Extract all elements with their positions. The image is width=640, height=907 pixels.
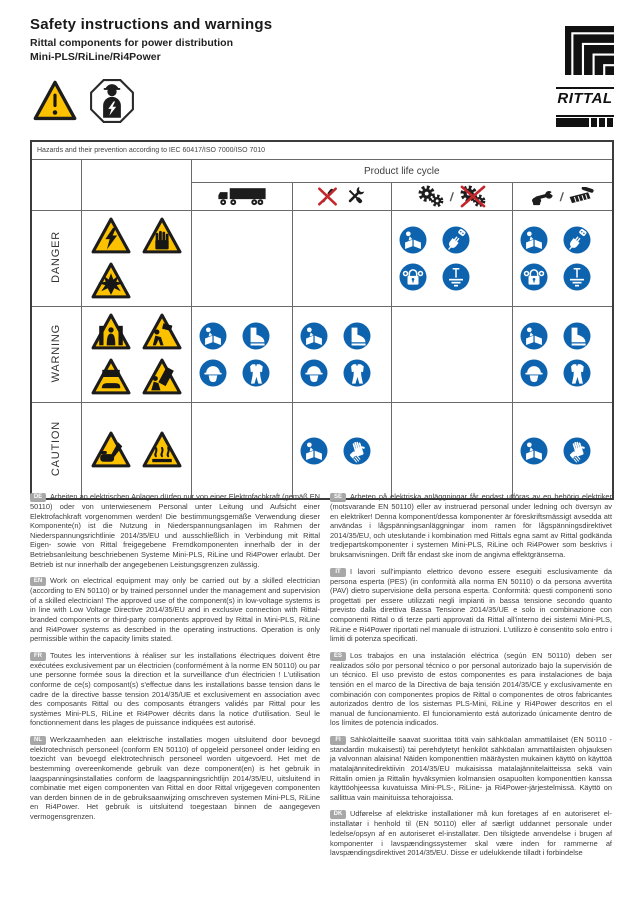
lang-paragraph-de	[30, 492, 320, 569]
lifecycle-col-maintenance-cleaning	[512, 183, 613, 211]
protective-gloves-icon	[562, 436, 592, 466]
row-label-caution: CAUTION	[31, 403, 81, 500]
electrician-sign-icon	[89, 78, 135, 124]
lockout-icon	[398, 262, 428, 292]
text-column-left	[30, 492, 320, 829]
lang-text: Los trabajos en una instalación eléctrica (según EN 50110) deben ser realizados sólo por personal técnico o por personal autorizado bajo la supervisión de un técnico. El uso previsto de estos componentes es para instalaciones de baja tensión en el marco de la Directiva de baja tensión 2014/35/CE y exclusivamente en combinación con componentes propios de Rittal o componentes de otros fabricantes autorizados dentro de los sistemas PLS-Mini, RiLine y Ri4Power descritos en el manual de funcionamiento. El funcionamiento está autorizado únicamente dentro de los límites de potencia indicados.	[330, 650, 612, 728]
lang-badge-it: IT	[330, 568, 346, 577]
read-manual-icon	[398, 225, 428, 255]
gears-fault-icon	[458, 185, 487, 208]
lang-badge-fr: FR	[30, 652, 46, 661]
gears-icon	[416, 185, 445, 208]
prevention-cell-assembly-disassembly	[292, 307, 391, 403]
logo-rule-bottom	[556, 115, 614, 117]
page-title: Safety instructions and warnings	[30, 16, 273, 33]
hazard-electricity-icon	[88, 216, 134, 257]
lang-text: Toutes les interventions à réaliser sur les installations électriques doivent être exécutées exclusivement par un électricien (conformément à la norme EN 50110) ou par une personne formée sous la direction et la surveillance d'un électricien ! L'utilisation conforme de ce(s) composant(s) s'effectue dans les installations basse tension dans le cadre de la directive basse tension 2014/35/UE et exclusivement en association avec des composants Rittal ou des composants étrangers validés par Rittal pour les systèmes Mini-PLS, RiLine et Ri4Power décrits dans la notice d'utilisation. Seul le fonctionnement dans les plages de puissance indiquées est autorisé.	[30, 650, 320, 728]
table-caption: Hazards and their prevention according to IEC 60417/ISO 7000/ISO 7010	[31, 141, 613, 160]
prevention-cell-assembly-disassembly	[292, 211, 391, 307]
hazard-symbols-cell	[81, 307, 191, 403]
lang-paragraph-es	[330, 651, 612, 728]
logo-bar	[556, 118, 614, 127]
lang-text: Udførelse af elektriske installationer må kun foretages af en autoriseret el-installatør i henhold til (EN 50110) eller af særligt uddannet personale under ledelse/opsyn af en autoriseret el-installatør. Den tilsigtede anvendelse i brugen af komponenter i lavspændingssystemer skal være inden for rammerne af lavspændingsdirektivet 2014/35/EU. Disse er udelukkende tilladt i forbindelse	[330, 809, 612, 858]
brand-wordmark: RITTAL	[557, 90, 613, 107]
hazard-symbols-cell	[81, 403, 191, 500]
lang-paragraph-se	[330, 492, 612, 560]
safety-boots-icon	[342, 321, 372, 351]
prevention-cell-operation	[391, 403, 512, 500]
hazard-sharp-edges-icon	[88, 430, 134, 471]
hazard-row-danger	[31, 211, 613, 307]
lang-paragraph-fi	[330, 735, 612, 803]
hazard-arc-flash-icon	[88, 261, 134, 302]
warning-triangle-icon	[30, 79, 80, 124]
hand-wrench-icon	[530, 187, 555, 207]
lang-paragraph-it	[330, 567, 612, 644]
safety-helmet-icon	[519, 358, 549, 388]
lifecycle-col-assembly-disassembly	[292, 183, 391, 211]
brush-icon	[568, 187, 595, 206]
lifecycle-title: Product life cycle	[191, 160, 613, 183]
page-subtitle: Rittal components for power distribution	[30, 37, 233, 49]
separator: /	[448, 189, 455, 204]
read-manual-icon	[198, 321, 228, 351]
lifecycle-col-operation	[391, 183, 512, 211]
protective-clothing-icon	[562, 358, 592, 388]
disconnect-mains-icon	[562, 225, 592, 255]
protective-gloves-icon	[342, 436, 372, 466]
no-tools-icon	[316, 186, 339, 207]
lang-badge-dk: DK	[330, 810, 346, 819]
lang-text: Work on electrical equipment may only be carried out by a skilled electrician (according to EN 50110) or by trained personnel under the management and supervision of a skilled electrician! The approved use of the component(s) in low-voltage systems is in line with Low Voltage Directive 2014/35/EU and in exclusive connection with Rittal-branded components or third-party components approved by Rittal in Mini-PLS, RiLine and Ri4Power systems as described in the operating instructions. Operation is only permissible within the capacity limits stated.	[30, 576, 320, 644]
read-manual-icon	[299, 321, 329, 351]
hazard-hand-crush-icon	[88, 357, 134, 398]
separator: /	[558, 189, 564, 204]
lockout-icon	[519, 262, 549, 292]
read-manual-icon	[519, 225, 549, 255]
hazard-falling-objects-icon	[139, 312, 185, 353]
hazard-table	[30, 140, 614, 500]
earth-ground-icon	[562, 262, 592, 292]
crossed-tools-icon	[343, 186, 367, 207]
lang-paragraph-fr	[30, 651, 320, 728]
hazard-tipping-icon	[139, 357, 185, 398]
lang-text: I lavori sull'impianto elettrico devono essere eseguiti esclusivamente da persona esperta (PES) (in conformità alla norma EN 50110) o da persona avvertita (PAV) dietro supervisione della persona esperta. Conformità: questi componenti sono progettati per essere utilizzati negli impianti in bassa tensione secondo quanto previsto dalla direttiva Bassa Tensione 2014/35/UE e solo in combinazione con componenti Rittal o di terze parti approvati da Rittal all'interno dei sistemi Mini-PLS, RiLine e Ri4Power riportati nel manuale di istruzioni. L'utilizzo è consentito solo entro i limiti di potenza specificati.	[330, 566, 612, 644]
rittal-logo	[556, 26, 614, 127]
safety-boots-icon	[241, 321, 271, 351]
lang-paragraph-dk	[330, 809, 612, 857]
prevention-cell-operation	[391, 307, 512, 403]
header-pictograms	[30, 78, 135, 124]
lang-badge-fi: FI	[330, 736, 346, 745]
hazard-row-warning	[31, 307, 613, 403]
empty-label-head	[31, 160, 81, 211]
safety-helmet-icon	[198, 358, 228, 388]
prevention-cell-transport	[191, 403, 292, 500]
prevention-cell-maintenance-cleaning	[512, 211, 613, 307]
lang-text: Sähkölaitteille saavat suorittaa töitä vain sähköalan ammattilaiset (EN 50110 -standardin mukaisesti) tai perehdytetyt henkilöt sähköalan ammattilaisten ohjauksen ja valvonnan alaisina! Näiden komponenttien määräysten mukainen käyttö on käyttöä matalajännitedirektiivin 2014/35/EU mukaisissa matalajännitelaitteissa sekä vain Rittalin omien ja Rittalin hyväksymien kolmansien osapuolten komponenttien kanssa käyttöohjeessa kuvatuissa Mini-PLS-, RiLine- ja Ri4Power-järjestelmissä. Käyttö on sallittua vain mainituissa tehorajoissa.	[330, 734, 612, 802]
lang-badge-se: SE	[330, 493, 346, 502]
lang-badge-es: ES	[330, 652, 346, 661]
lang-badge-de: DE	[30, 493, 46, 502]
hazard-hot-surface-icon	[139, 430, 185, 471]
lang-badge-en: EN	[30, 577, 46, 586]
empty-hazard-head	[81, 160, 191, 211]
row-label-danger: DANGER	[31, 211, 81, 307]
document-header	[30, 16, 272, 63]
prevention-cell-maintenance-cleaning	[512, 403, 613, 500]
hazard-row-caution	[31, 403, 613, 500]
lang-badge-nl: NL	[30, 736, 46, 745]
protective-clothing-icon	[241, 358, 271, 388]
read-manual-icon	[519, 436, 549, 466]
row-label-warning: WARNING	[31, 307, 81, 403]
hazard-symbols-cell	[81, 211, 191, 307]
text-column-right	[330, 492, 612, 865]
prevention-cell-operation	[391, 211, 512, 307]
prevention-cell-transport	[191, 211, 292, 307]
rittal-logo-mark-icon	[565, 26, 614, 75]
hazard-crushing-icon	[88, 312, 134, 353]
safety-helmet-icon	[299, 358, 329, 388]
prevention-cell-transport	[191, 307, 292, 403]
lang-paragraph-nl	[30, 735, 320, 822]
earth-ground-icon	[441, 262, 471, 292]
truck-icon	[216, 186, 268, 207]
protective-clothing-icon	[342, 358, 372, 388]
safety-boots-icon	[562, 321, 592, 351]
lang-text: Arbeten på elektriska anläggningar får endast utföras av en behörig elektriker (motsvarande EN 50110) eller av instruerad personal under ledning och översyn av en elektriker! Denna komponent/dessa komponenter är föreskriftsmässigt avsedda att användas i lågspänningsanläggningar inom ramen för lågspänningsdirektivet 2014/35/EU, och uteslutande i kombination med Rittals egna samt av Rittal godkända tredjepartskomponenter i systemen Mini-PLS, RiLine och Ri4Power som beskrivs i bruksanvisningen. Drift får endast ske inom de angivna effektgränserna.	[330, 492, 612, 559]
prevention-cell-maintenance-cleaning	[512, 307, 613, 403]
read-manual-icon	[519, 321, 549, 351]
lang-paragraph-en	[30, 576, 320, 644]
lang-text: Werkzaamheden aan elektrische installaties mogen uitsluitend door bevoegd elektrotechnisch personeel (conform EN 50110) of opgeleid personeel onder leiding en toezicht van bevoegd elektrotechnisch personeel worden uitgevoerd. Het met de bestemming overeenkomende gebruik van deze component(en) is het gebruik in laagspanningsinstallaties conform de laagspanningsrichtlijn 2014/35/EU, uitsluitend in combinatie met eigen componenten van Rittal en door Rittal vrijgegeven componenten van derden binnen de in de gebruiksaanwijzing omschreven systemen Mini-PLS, RiLine en Ri4Power. Het gebruik is uitsluitend toegestaan binnen de aangegeven vermogensgrenzen.	[30, 734, 320, 822]
lifecycle-col-transport	[191, 183, 292, 211]
read-manual-icon	[299, 436, 329, 466]
disconnect-mains-icon	[441, 225, 471, 255]
prevention-cell-assembly-disassembly	[292, 403, 391, 500]
lang-text: Arbeiten an elektrischen Anlagen dürfen nur von einer Elektrofachkraft (gemäß EN 50110) oder von unterwiesenem Personal unter Leitung und Aufsicht einer Elektrofachkraft vorgenommen werden! Die bestimmungsgemäße Verwendung dieser Komponente(n) ist die Nutzung in Niederspannungsanlagen im Rahmen der Niederspannungsrichtlinie 2014/35/EU und ausschließlich in Verbindung mit Rittal Eigen- sowie von Rittal freigegebene Fremdkomponenten innerhalb der in der Betriebsanleitung beschriebenen Systeme Mini-PLS, RiLine und Ri4Power erlaubt. Der Betrieb ist nur innerhalb der angegebenen Leistungsgrenzen zulässig.	[30, 492, 320, 569]
product-line: Mini-PLS/RiLine/Ri4Power	[30, 51, 161, 63]
hazard-hand-injury-icon	[139, 216, 185, 257]
